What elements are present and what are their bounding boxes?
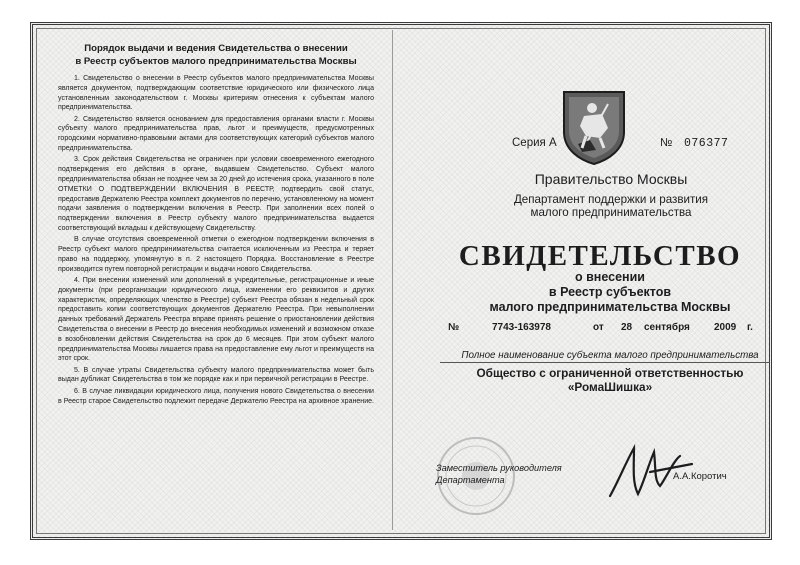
page-fold bbox=[392, 30, 393, 530]
organization-line: «РомаШишка» bbox=[567, 380, 653, 394]
series-number: 076377 bbox=[684, 137, 729, 150]
moscow-coat-of-arms-icon bbox=[556, 86, 632, 166]
signatory-title-line: Департамента bbox=[436, 475, 505, 485]
registration-year: 2009 bbox=[714, 322, 737, 333]
department-name bbox=[466, 193, 756, 219]
organization-line: Общество с ограниченной ответственностью bbox=[476, 366, 744, 380]
number-sign: № bbox=[660, 137, 673, 149]
registration-month: сентября bbox=[644, 322, 690, 333]
department-line: Департамент поддержки и развития bbox=[513, 193, 709, 206]
procedure-paragraph: 6. В случае ликвидации юридического лица, получения нового Свидетельства о внесении в Реестр старое Свидетельство подлежит передаче Держателю Реестра на архивное хранение. bbox=[58, 387, 375, 405]
signer-name: А.А.Коротич bbox=[673, 471, 727, 482]
full-name-divider bbox=[440, 362, 770, 363]
certificate-title: СВИДЕТЕЛЬСТВО bbox=[458, 240, 742, 272]
procedure-paragraph: 2. Свидетельство является основанием для предоставления органами власти г. Москвы субъекту малого предпринимательства прав, льгот и преимуществ, предусмотренных городскими нормативно-правовыми актами для соответствующих категорий субъектов малого предпринимательства. bbox=[58, 115, 374, 153]
government-name: Правительство Москвы bbox=[534, 171, 688, 187]
organization-name bbox=[450, 366, 770, 394]
signatory-title-line: Заместитель руководителя bbox=[436, 463, 562, 473]
subtitle-line: о внесении bbox=[575, 270, 645, 284]
procedure-title bbox=[58, 42, 374, 68]
subtitle-line: в Реестр субъектов bbox=[548, 285, 672, 299]
department-line: малого предпринимательства bbox=[530, 206, 692, 219]
signatory-title bbox=[436, 462, 562, 486]
procedure-paragraph: В случае отсутствия своевременной отметки о ежегодном подтверждении включения в Реестр субъект малого предпринимательства считается исключенным из Реестра и теряет право на поддержку, упомянутую в п. 2 настоящего Порядка. Восстановление в Реестре производится путем повторной регистрации и выдачи нового Свидетельства. bbox=[58, 236, 374, 273]
registration-day: 28 bbox=[621, 322, 633, 333]
procedure-paragraph: 5. В случае утраты Свидетельства субъекту малого предпринимательства может быть выдан дубликат Свидетельства в том же порядке как и при первичной регистрации в Реестре. bbox=[58, 366, 374, 384]
procedure-paragraph: 1. Свидетельство о внесении в Реестр субъектов малого предпринимательства Москвы является документом, подтверждающим соответствие юридического или физического лица установленным законодательством г. Москвы критериям отнесения к субъектам малого предпринимательства. bbox=[58, 75, 374, 112]
registration-year-suffix: г. bbox=[747, 322, 753, 333]
series-label: Серия А bbox=[512, 137, 557, 149]
registration-number-sign: № bbox=[448, 322, 460, 333]
certificate-subtitle bbox=[450, 270, 770, 315]
procedure-paragraph: 3. Срок действия Свидетельства не ограничен при условии своевременного ежегодного подтверждения его действия в органе, выдавшем Свидетельство. Субъект малого предпринимательства обязан не позднее чем за 20 дней до истечения срока, указанного в поле ОТМЕТКИ О ПОДТВЕРЖДЕНИИ ВКЛЮЧЕНИЯ В РЕЕСТР, подтвердить свой статус, предоставив Держателю Реестра комплект документов по перечню, установленному на момент подачи заявления о подтверждении включения в Реестр. При заполнении всех полей о подтверждении включения в Реестр субъекту малого предпринимательства выдается соответствующий вкладыш к действующему Свидетельству. bbox=[58, 156, 374, 232]
procedure-page bbox=[58, 42, 374, 408]
procedure-paragraph: 4. При внесении изменений или дополнений в учредительные, регистрационные и иные документы (при реорганизации юридического лица, изменении его реквизитов и других характеристик, определяющих членство в Реестре) субъект Реестра обязан в недельный срок предоставить копии соответствующих документов Держателю Реестра. При невыполнении данных требований Держатель Реестра вправе принять решение о приостановлении действия Свидетельства о внесении в Реестр до внесения необходимых изменений и возможном отказе в возобновлении действия Свидетельства на срок до 6 месяцев. При этом субъект малого предпринимательства Москвы лишается права на предоставление ему льгот и преимуществ на этот срок. bbox=[58, 276, 374, 363]
registration-from: от bbox=[593, 322, 604, 333]
procedure-title-line: Порядок выдачи и ведения Свидетельства о внесении bbox=[84, 43, 348, 54]
full-name-label: Полное наименование субъекта малого предпринимательства bbox=[461, 350, 759, 361]
registration-number: 7743-163978 bbox=[492, 322, 551, 333]
subtitle-line: малого предпринимательства Москвы bbox=[489, 300, 731, 314]
procedure-title-line: в Реестр субъектов малого предпринимательства Москвы bbox=[75, 56, 357, 67]
